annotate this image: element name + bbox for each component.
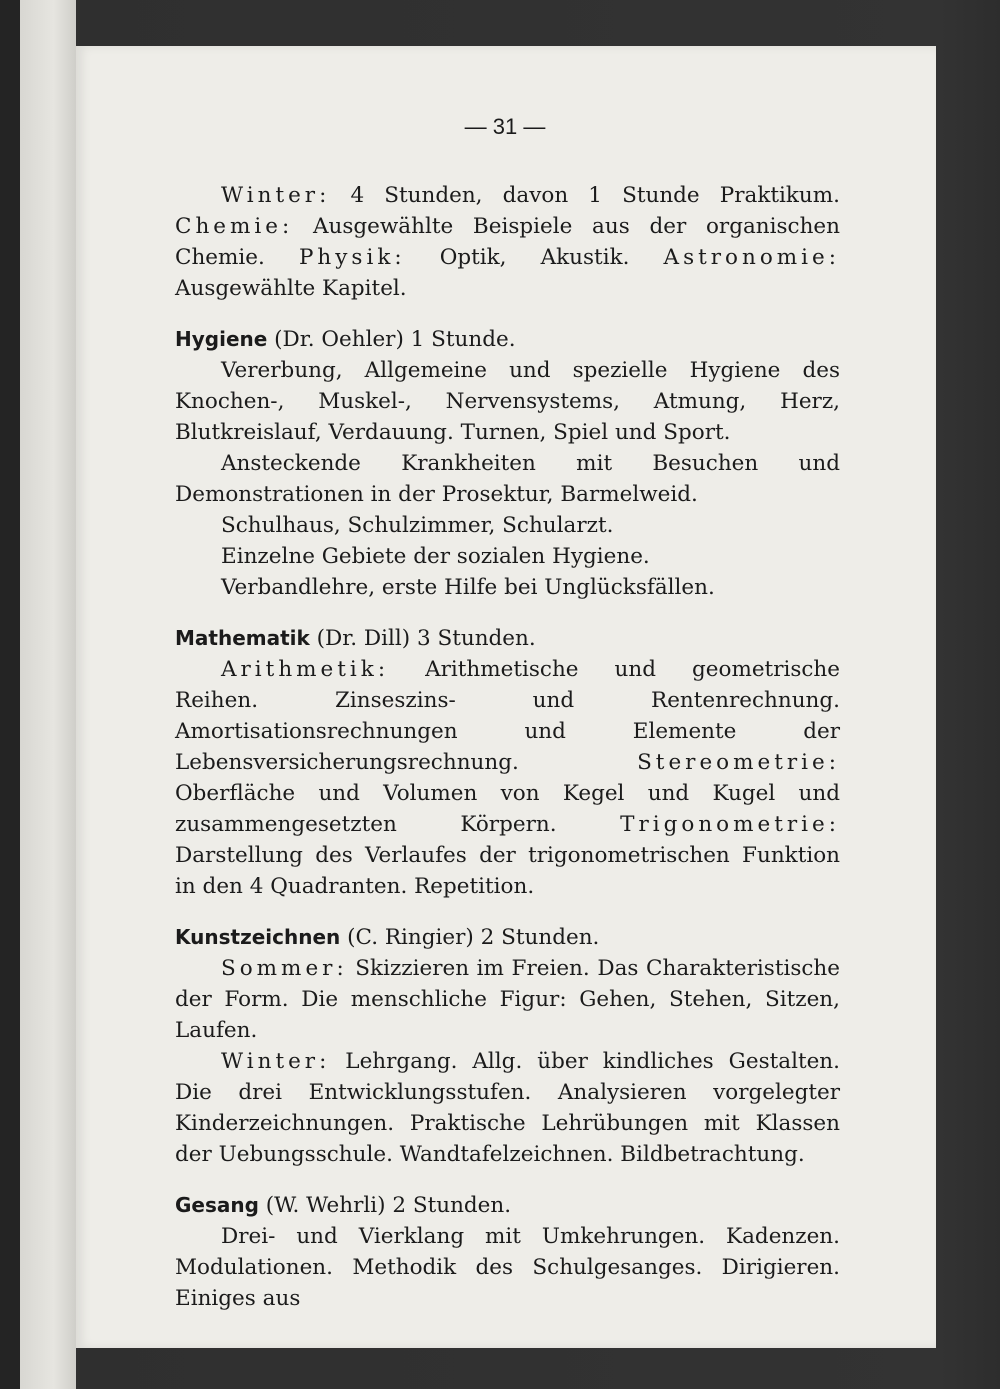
spaced-label: Astronomie: <box>663 245 840 270</box>
hygiene-paragraph: Ansteckende Krankheiten mit Besuchen und Demonstrationen in der Prosektur, Barmelweid. <box>175 451 840 507</box>
section-heading: Hygiene <box>175 327 268 351</box>
gesang-paragraph: Drei- und Vierklang mit Umkehrungen. Kadenzen. Modulationen. Methodik des Schulgesanges. Dirigieren. Einiges aus <box>175 1224 840 1311</box>
spacer <box>175 603 840 623</box>
section-heading: Mathematik <box>175 626 310 650</box>
hygiene-heading-line: Hygiene (Dr. Oehler) 1 Stunde. <box>175 327 516 352</box>
spaced-label: Trigonometrie: <box>620 812 840 837</box>
kunstzeichnen-heading-line: Kunstzeichnen (C. Ringier) 2 Stunden. <box>175 925 600 950</box>
gesang-heading-line: Gesang (W. Wehrli) 2 Stunden. <box>175 1193 512 1218</box>
section-heading: Kunstzeichnen <box>175 925 341 949</box>
spaced-label: Physik: <box>298 245 406 270</box>
spaced-label: Arithmetik: <box>221 657 390 682</box>
spaced-label: Winter: <box>221 1049 331 1074</box>
page-number: — 31 — <box>464 114 546 139</box>
facing-page-edge <box>20 0 76 1389</box>
hygiene-paragraph: Vererbung, Allgemeine und spezielle Hygiene des Knochen-, Muskel-, Nervensystems, Atmung, Herz, Blutkreislauf, Verdauung. Turnen, Spiel und Sport. <box>175 358 840 445</box>
spaced-label: Chemie: <box>175 214 294 239</box>
spacer <box>175 1170 840 1190</box>
binding-shadow <box>0 0 20 1389</box>
spaced-label: Stereometrie: <box>637 750 840 775</box>
spacer <box>175 304 840 324</box>
hygiene-paragraph: Verbandlehre, erste Hilfe bei Unglücksfällen. <box>221 575 715 600</box>
hygiene-paragraph: Schulhaus, Schulzimmer, Schularzt. <box>221 513 614 538</box>
spaced-label: Winter: <box>221 183 331 208</box>
mathematik-paragraph: Arithmetik: Arithmetische und geometrische Reihen. Zinseszins- und Rentenrechnung. Amortisationsrechnungen und Elemente der Lebensversicherungsrechnung. Stereometrie: Oberfläche und Volumen von Kegel und Kugel und zusammengesetzten Körpern. Trigonometrie: Darstellung des Verlaufes der trigonometrischen Funktion in den 4 Quadranten. Repetition. <box>175 657 840 899</box>
spaced-label: Sommer: <box>221 956 348 981</box>
page-body <box>175 180 840 1314</box>
mathematik-heading-line: Mathematik (Dr. Dill) 3 Stunden. <box>175 626 536 651</box>
hygiene-paragraph: Einzelne Gebiete der sozialen Hygiene. <box>221 544 650 569</box>
winter-intro-paragraph: Winter: 4 Stunden, davon 1 Stunde Praktikum. Chemie: Ausgewählte Beispiele aus der organischen Chemie. Physik: Optik, Akustik. Astronomie: Ausgewählte Kapitel. <box>175 183 840 301</box>
kunstzeichnen-paragraph: Winter: Lehrgang. Allg. über kindliches Gestalten. Die drei Entwicklungsstufen. Analysieren vorgelegter Kinderzeichnungen. Praktische Lehrübungen mit Klassen der Uebungsschule. Wandtafelzeichnen. Bildbetrachtung. <box>175 1049 840 1167</box>
kunstzeichnen-paragraph: Sommer: Skizzieren im Freien. Das Charakteristische der Form. Die menschliche Figur: Gehen, Stehen, Sitzen, Laufen. <box>175 956 840 1043</box>
section-heading: Gesang <box>175 1193 259 1217</box>
spacer <box>175 902 840 922</box>
